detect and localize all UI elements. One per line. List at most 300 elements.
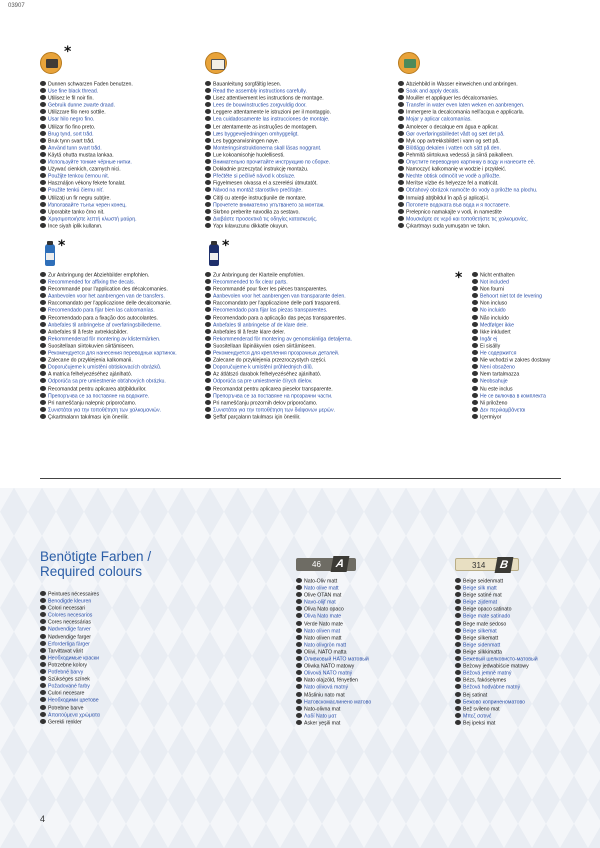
language-flag-icon [296, 720, 302, 725]
decal-fixer-bottle-icon [45, 244, 55, 266]
clear-parts-list [205, 272, 435, 421]
language-flag-icon [40, 648, 46, 653]
list-item-text: Recomandat pentru aplicarea abţibildurilor. [48, 386, 147, 392]
list-item [205, 209, 395, 216]
list-item [205, 407, 435, 414]
language-flag-icon [398, 88, 404, 93]
list-item [40, 109, 200, 116]
list-item-text: Nato olajzöld, fényetlen [304, 677, 358, 684]
star-icon: * [455, 270, 463, 286]
list-item-text: Benodigde kleuren [48, 598, 92, 605]
list-item-text: Beige opaco satinato [463, 606, 512, 613]
language-flag-icon [205, 173, 211, 178]
list-item-text: Bej ipeksi mat [463, 720, 496, 727]
list-item [472, 364, 582, 371]
not-included-list [472, 272, 582, 421]
list-item [205, 152, 395, 159]
list-item-text: Read the assembly instructions carefully. [213, 88, 307, 95]
list-item [205, 116, 395, 123]
list-item [296, 706, 446, 713]
language-flag-icon [455, 621, 461, 626]
list-item-text: Peintures nécessaires [48, 591, 100, 598]
language-flag-icon [40, 612, 46, 617]
list-item-text: Μπεζ σατινέ [463, 713, 492, 720]
language-flag-icon [398, 180, 404, 185]
list-item-text: Behoort niet tot de levering [480, 293, 543, 300]
list-item-text: Çıkartmaların takılması için önerilir. [48, 414, 129, 421]
list-item [398, 152, 568, 159]
list-item [40, 187, 200, 194]
list-item [40, 591, 200, 598]
list-item [455, 613, 585, 620]
list-item-text: Не се включва в комплекта [480, 393, 546, 400]
language-flag-icon [455, 606, 461, 611]
list-item [472, 414, 582, 421]
list-item [296, 642, 446, 649]
language-flag-icon [205, 336, 211, 341]
list-item [455, 713, 585, 720]
list-item-text: Nie wchodzi w zakres dostawy [480, 357, 551, 364]
list-item [296, 649, 446, 656]
list-item [472, 329, 582, 336]
list-item [40, 336, 200, 343]
list-item-text: Tarvittavat värit [48, 648, 83, 655]
list-item [398, 145, 568, 152]
list-item-text: Transfer in water even laten weken en aanbrengen. [406, 102, 525, 109]
list-item [40, 95, 200, 102]
list-item [472, 307, 582, 314]
list-item [40, 364, 200, 371]
decals-icon [398, 52, 420, 74]
list-item [296, 592, 446, 599]
list-item [472, 286, 582, 293]
list-item [455, 699, 585, 706]
list-item [205, 386, 435, 393]
language-flag-icon [205, 364, 211, 369]
language-flag-icon [472, 364, 478, 369]
list-item [205, 393, 435, 400]
list-item-text: Utilizar fio fino preto. [48, 124, 96, 131]
list-item [205, 124, 395, 131]
list-item [398, 131, 568, 138]
language-flag-icon [205, 159, 211, 164]
list-item-text: Nu este inclus [480, 386, 513, 392]
list-item-text: Neobsahuje [480, 378, 508, 385]
language-flag-icon [40, 307, 46, 312]
list-item [40, 357, 200, 364]
language-flag-icon [472, 350, 478, 355]
list-item [205, 109, 395, 116]
list-item [296, 699, 446, 706]
list-item-text: Recommandé pour l'application des décalcomanies. [48, 286, 168, 293]
language-flag-icon [40, 166, 46, 171]
list-item-text: Бежевый шелковисто-матовый [463, 656, 538, 663]
language-flag-icon [205, 393, 211, 398]
list-item-text: Használjon vékony fekete fonalat. [48, 180, 126, 187]
language-flag-icon [40, 386, 46, 391]
list-item [455, 649, 585, 656]
list-item-text: Yapı kılavuzunu dikkatle okuyun. [213, 223, 289, 230]
list-item-text: Colores necesarios [48, 612, 93, 619]
list-item [398, 202, 568, 209]
language-flag-icon [40, 109, 46, 114]
language-flag-icon [472, 400, 478, 405]
list-item-text: Pri nameščanju nalepnic priporočamo. [48, 400, 137, 407]
language-flag-icon [40, 159, 46, 164]
list-item [205, 300, 435, 307]
list-item [296, 670, 446, 677]
list-item [455, 592, 585, 599]
thread-icon [40, 52, 62, 74]
language-flag-icon [398, 145, 404, 150]
list-item-text: Recommended to fix clear parts. [213, 279, 288, 286]
list-item-text: Mouiller et appliquer les décalcomanies. [406, 95, 499, 102]
list-item [205, 216, 395, 223]
list-item-text: Zur Anbringung der Klarteile empfohlen. [213, 272, 305, 279]
list-item-text: Anbefales til å feste avtrekksbilder. [48, 329, 128, 336]
language-flag-icon [40, 95, 46, 100]
list-item [296, 578, 446, 585]
language-flag-icon [398, 166, 404, 171]
list-item [398, 195, 568, 202]
list-item-text: Inmuiaţi abţibildul în apă şi aplicaţi-l. [406, 195, 490, 201]
list-item [205, 414, 435, 421]
required-colours-title [40, 549, 151, 579]
list-item [40, 293, 200, 300]
language-flag-icon [455, 585, 461, 590]
paint-tag-46 [296, 558, 356, 571]
list-item-text: Navo-olijf mat [304, 599, 336, 606]
language-flag-icon [398, 102, 404, 107]
list-item-text: Ei sisälly [480, 343, 501, 350]
list-item-text: Použite tenkú čiernu niť. [48, 187, 104, 194]
language-flag-icon [472, 378, 478, 383]
list-item-text: Recommended for affixing the decals. [48, 279, 135, 286]
list-item-text: Use fine black thread. [48, 88, 99, 95]
list-item [472, 386, 582, 393]
list-item-text: Recomendado para fijar las piezas transparentes. [213, 307, 328, 314]
nato-olive-list [296, 578, 446, 727]
list-item [40, 102, 200, 109]
list-item [398, 180, 568, 187]
language-flag-icon [472, 307, 478, 312]
list-item [205, 202, 395, 209]
list-item [40, 88, 200, 95]
language-flag-icon [205, 343, 211, 348]
language-flag-icon [205, 400, 211, 405]
list-item-text: Potrzebne kolory [48, 662, 87, 669]
list-item-text: Colori necessari [48, 605, 86, 612]
list-item-text: Namoczyć kalkomanię w wodzie i przykleić. [406, 166, 507, 173]
language-flag-icon [472, 322, 478, 327]
list-item [296, 656, 446, 663]
language-flag-icon [455, 663, 461, 668]
list-item [472, 407, 582, 414]
list-item-text: Ingår ej [480, 336, 498, 343]
paint-number: 46 [312, 560, 321, 569]
list-item [40, 414, 200, 421]
language-flag-icon [472, 357, 478, 362]
list-item-text: Nato olive matt [304, 585, 339, 592]
list-item [205, 307, 435, 314]
list-item-text: Bauanleitung sorgfältig lesen. [213, 81, 282, 88]
list-item-text: Pri nameščanju prozornih delov priporočamo. [213, 400, 318, 407]
list-item-text: Není obsaženo [480, 364, 515, 371]
list-item [205, 195, 395, 202]
language-flag-icon [205, 329, 211, 334]
star-icon: * [58, 238, 66, 254]
list-item [398, 116, 568, 123]
language-flag-icon [205, 371, 211, 376]
list-item-text: Бежово коприненоматово [463, 699, 526, 706]
language-flag-icon [40, 209, 46, 214]
list-item-text: Beige silk matt [463, 585, 497, 592]
language-flag-icon [205, 279, 211, 284]
language-flag-icon [205, 293, 211, 298]
language-flag-icon [40, 116, 46, 121]
paint-letter: A [331, 556, 350, 572]
list-item [455, 663, 585, 670]
language-flag-icon [455, 649, 461, 654]
list-item [40, 209, 200, 216]
list-item [40, 307, 200, 314]
list-item-text: Raccomandato per l'applicazione delle parti trasparenti. [213, 300, 341, 307]
list-item [205, 329, 435, 336]
list-item [205, 272, 435, 279]
list-item-text: Lue kokoamisohje huolellisesti. [213, 152, 285, 159]
list-item-text: Λαδί Nato ματ [304, 713, 337, 720]
list-item [472, 300, 582, 307]
list-item [455, 706, 585, 713]
list-item [205, 350, 435, 357]
language-flag-icon [40, 598, 46, 603]
list-item-text: Lea cuidadosamente las instrucciones de montaje. [213, 116, 330, 123]
language-flag-icon [455, 670, 461, 675]
language-flag-icon [398, 131, 404, 136]
list-item-text: Monteringsinstruktionerna skall läsas noggrant. [213, 145, 322, 152]
list-item-text: Nechte obtisk odmočit ve vodě a přiložte. [406, 173, 501, 180]
list-item [398, 138, 568, 145]
list-item-text: Přečtěte si pečlivě návod k obsluze. [213, 173, 296, 180]
list-item-text: Pehmitä siirtokuva vedessä ja siirrä paikalleen. [406, 152, 514, 159]
list-item-text: Odporúča sa pre umiestnenie obťahových obrázku. [48, 378, 166, 385]
list-item [398, 159, 568, 166]
list-item [40, 131, 200, 138]
list-item-text: Nødvendige farver [48, 626, 91, 633]
list-item-text: Recomandat pentru aplicarea pieselor transparente. [213, 386, 333, 392]
list-item [455, 578, 585, 585]
list-item-text: Oliva Nato opaco [304, 606, 344, 613]
list-item [40, 626, 200, 633]
paint-number: 314 [472, 561, 486, 570]
list-item [296, 684, 446, 691]
list-item-text: Usar hilo negro fino. [48, 116, 95, 123]
list-item [40, 598, 200, 605]
language-flag-icon [40, 591, 46, 596]
list-item [205, 81, 395, 88]
title-line-1: Benötigte Farben / [40, 549, 152, 564]
language-flag-icon [205, 357, 211, 362]
list-item [296, 692, 446, 699]
list-item [205, 364, 435, 371]
language-flag-icon [205, 378, 211, 383]
list-item [40, 138, 200, 145]
list-item-text: Anbefales til anbringelse af de klare dele. [213, 322, 308, 329]
list-item-text: Ikke inkludert [480, 329, 511, 336]
list-item [205, 336, 435, 343]
list-item-text: Utilizaţi un fir negru subţire. [48, 195, 111, 201]
list-item [40, 124, 200, 131]
list-item [40, 634, 200, 641]
list-item [40, 81, 200, 88]
language-flag-icon [40, 414, 46, 419]
list-item [398, 209, 568, 216]
decal-instructions-list [398, 81, 568, 230]
language-flag-icon [205, 272, 211, 277]
language-flag-icon [205, 195, 211, 200]
list-item [205, 88, 395, 95]
list-item [205, 180, 395, 187]
list-item [40, 407, 200, 414]
list-item-text: Gerekli renkler [48, 719, 82, 726]
list-item-text: Beige sidenmatt [463, 642, 501, 649]
list-item-text: Опустите переводную картинку в воду и нанесите её. [406, 159, 536, 166]
list-item [40, 605, 200, 612]
language-flag-icon [205, 386, 211, 391]
language-flag-icon [40, 138, 46, 143]
list-item [398, 216, 568, 223]
list-item-text: Διαβάστε προσεκτικά τις οδηγίες κατασκευής. [213, 216, 318, 223]
language-flag-icon [40, 626, 46, 631]
language-flag-icon [398, 187, 404, 192]
list-item [40, 343, 200, 350]
list-item [455, 720, 585, 727]
list-item-text: Oliivi, NATO matta [304, 649, 347, 656]
list-item-text: Non fourni [480, 286, 504, 293]
language-flag-icon [472, 336, 478, 341]
language-flag-icon [205, 109, 211, 114]
list-item-text: Необходими цветове [48, 697, 99, 704]
list-item-text: Suositellaan siirtokuvien siirtämiseen. [48, 343, 135, 350]
list-item [296, 635, 446, 642]
list-item-text: Nato oliven matt [304, 635, 342, 642]
list-item-text: Anbefales til å feste klare deler. [213, 329, 286, 336]
list-item-text: Beige silkematt [463, 635, 499, 642]
list-item [40, 690, 200, 697]
list-item-text: Συνιστάται για την τοποθέτηση των διάφανων μερών. [213, 407, 336, 414]
language-flag-icon [296, 635, 302, 640]
list-item [455, 606, 585, 613]
list-item [40, 223, 200, 230]
list-item-text: Blötlägg dekalen i vatten och sätt på den. [406, 145, 501, 152]
list-item [40, 676, 200, 683]
language-flag-icon [205, 187, 211, 192]
list-item-text: Използвайте тънък черен конец. [48, 202, 127, 209]
language-flag-icon [40, 279, 46, 284]
list-item-text: Nato-olivna mat [304, 706, 341, 713]
list-item-text: Rekommenderad för montering av genomskinliga detaljerna. [213, 336, 352, 343]
language-flag-icon [398, 223, 404, 228]
language-flag-icon [205, 95, 211, 100]
list-item [40, 322, 200, 329]
language-flag-icon [398, 109, 404, 114]
language-flag-icon [40, 676, 46, 681]
language-flag-icon [40, 400, 46, 405]
list-item-text: Merítse vízbe és helyezze fel a matricát. [406, 180, 499, 187]
list-item [296, 713, 446, 720]
language-flag-icon [40, 322, 46, 327]
list-item [205, 145, 395, 152]
list-item-text: Препоръчва се за поставяне на водоките. [48, 393, 150, 400]
language-flag-icon [40, 124, 46, 129]
list-item [296, 606, 446, 613]
list-item-text: Χρησιμοποιήστε λεπτή κλωστή μαύρη. [48, 216, 137, 223]
list-item-text: Gebruik dunne zwarte draad. [48, 102, 115, 109]
list-item-text: Suositellaan läpinäkyvien osien siirtämiseen. [213, 343, 316, 350]
list-item-text: Culori necesare [48, 690, 85, 697]
language-flag-icon [40, 697, 46, 702]
language-flag-icon [455, 592, 461, 597]
language-flag-icon [40, 202, 46, 207]
language-flag-icon [296, 628, 302, 633]
language-flag-icon [205, 414, 211, 419]
list-item-text: Erforderliga färger [48, 641, 90, 648]
list-item-text: Δεν περιλαμβάνεται [480, 407, 526, 414]
list-item [205, 315, 435, 322]
list-item [398, 81, 568, 88]
list-item-text: Lees de bouwinstructies zorgvuldig door. [213, 102, 307, 109]
list-item-text: Ni priloženo [480, 400, 508, 407]
list-item [40, 350, 200, 357]
language-flag-icon [40, 634, 46, 639]
list-item [398, 88, 568, 95]
list-item-text: Az átlátszó darabok felhelyezéséhez ajánlható. [213, 371, 322, 378]
language-flag-icon [398, 116, 404, 121]
decal-fixer-list [40, 272, 200, 421]
list-item [398, 223, 568, 230]
language-flag-icon [40, 669, 46, 674]
list-item [205, 293, 435, 300]
list-item [398, 166, 568, 173]
language-flag-icon [472, 393, 478, 398]
language-flag-icon [205, 216, 211, 221]
language-flag-icon [205, 116, 211, 121]
list-item-text: Beige silkemat [463, 628, 497, 635]
list-item-text: Μουσκέψτε σε νερό και τοποθετήστε τις χαλκομανίες. [406, 216, 528, 223]
list-item [40, 612, 200, 619]
language-flag-icon [296, 642, 302, 647]
language-flag-icon [455, 720, 461, 725]
list-item [40, 655, 200, 662]
list-item-text: Non incluso [480, 300, 508, 307]
list-item [40, 641, 200, 648]
list-item-text: Anbefales til anbringelse af overføringsbillederne. [48, 322, 162, 329]
language-flag-icon [455, 613, 461, 618]
language-flag-icon [296, 684, 302, 689]
language-flag-icon [40, 407, 46, 412]
list-item [205, 322, 435, 329]
list-item [205, 378, 435, 385]
list-item-text: Potrebne barve [48, 705, 84, 711]
language-flag-icon [472, 279, 478, 284]
thread-instructions-list [40, 81, 200, 230]
list-item-text: Skrbno preberite navodila za sestavo. [213, 209, 300, 216]
language-flag-icon [296, 578, 302, 583]
list-item [40, 315, 200, 322]
language-flag-icon [398, 95, 404, 100]
list-item [40, 386, 200, 393]
list-item-text: Zalecane do przyklejenia przezroczystych części. [213, 357, 327, 364]
